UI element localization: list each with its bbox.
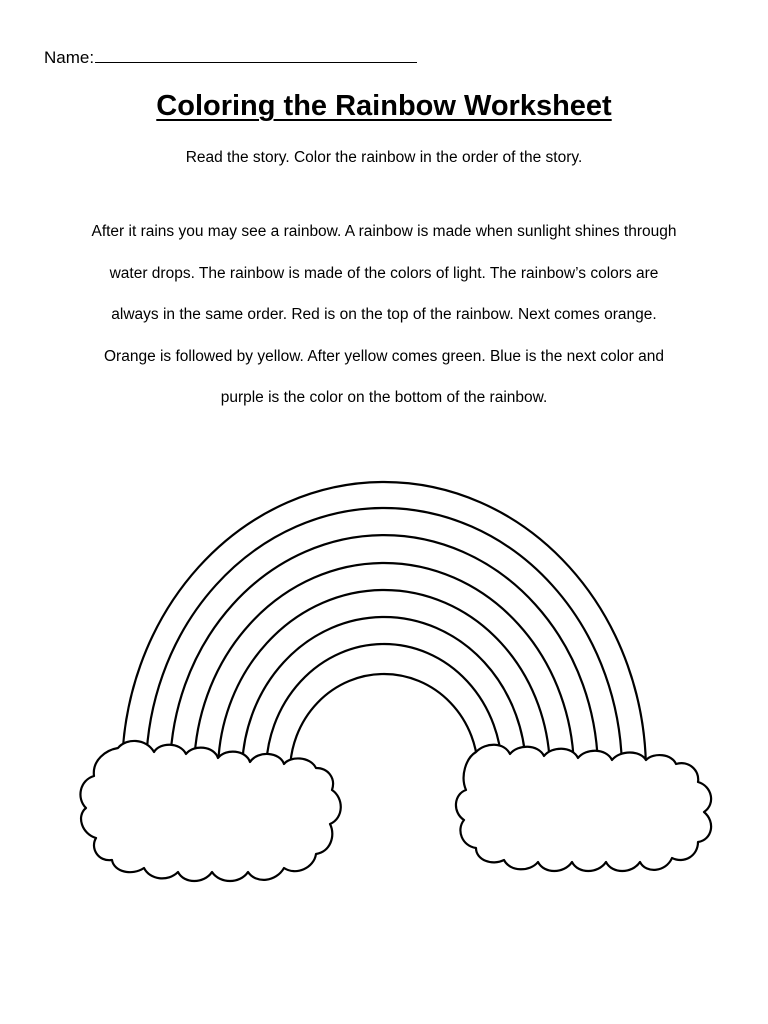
name-blank-line[interactable] bbox=[95, 46, 417, 63]
story-line: Orange is followed by yellow. After yellow comes green. Blue is the next color and bbox=[103, 347, 664, 365]
rainbow-arc bbox=[122, 482, 646, 772]
rainbow-arc bbox=[170, 535, 598, 772]
name-label: Name: bbox=[44, 48, 95, 67]
name-field bbox=[44, 46, 417, 69]
worksheet-title bbox=[0, 86, 768, 126]
story-line: water drops. The rainbow is made of the colors of light. The rainbow’s colors are bbox=[109, 264, 659, 282]
story-line: always in the same order. Red is on the top of the rainbow. Next comes orange. bbox=[111, 306, 657, 323]
rainbow-arc bbox=[266, 644, 502, 772]
instructions: Read the story. Color the rainbow in the order of the story. bbox=[185, 149, 583, 166]
title-text: Coloring the Rainbow Worksheet bbox=[156, 90, 612, 122]
rainbow-drawing bbox=[0, 430, 768, 910]
story-line: purple is the color on the bottom of the rainbow. bbox=[220, 389, 548, 406]
story-line: After it rains you may see a rainbow. A rainbow is made when sunlight shines through bbox=[91, 223, 677, 240]
left-cloud bbox=[80, 741, 340, 881]
rainbow-arc bbox=[290, 674, 478, 772]
story-paragraph bbox=[0, 220, 768, 428]
right-cloud bbox=[456, 745, 711, 871]
rainbow-arc bbox=[194, 563, 574, 772]
